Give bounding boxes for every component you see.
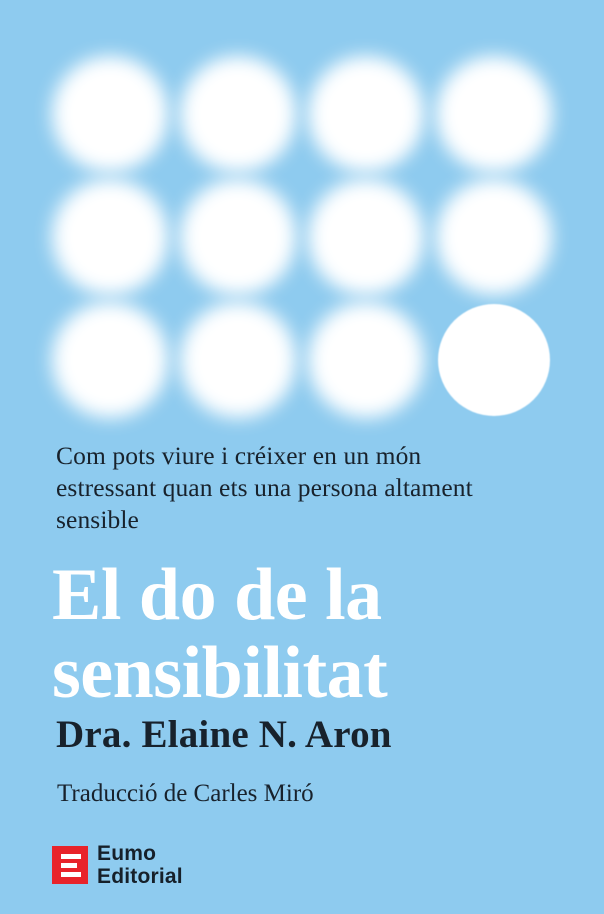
dot-r3-c2: [180, 302, 296, 418]
cover-subtitle: Com pots viure i créixer en un món estressant quan ets una persona altament sensible: [56, 441, 473, 534]
dot-r1-c3: [308, 56, 424, 172]
dot-r2-c1: [52, 179, 168, 295]
dot-r1-c1: [52, 56, 168, 172]
dot-r2-c3: [308, 179, 424, 295]
dot-r2-c4: [436, 179, 552, 295]
dot-r1-c2: [180, 56, 296, 172]
cover-title-line-1: El do de la: [52, 554, 382, 636]
blurred-dot-grid: [52, 56, 550, 416]
dot-r3-c3: [308, 302, 424, 418]
dot-r1-c4: [436, 56, 552, 172]
cover-title-line-2: sensibilitat: [52, 632, 388, 714]
dot-r2-c2: [180, 179, 296, 295]
publisher-name-block: [97, 842, 183, 888]
dot-r3-c1: [52, 302, 168, 418]
publisher-logo: [52, 842, 183, 888]
cover-translator: Traducció de Carles Miró: [57, 780, 314, 807]
dot-r3-c4-focused: [438, 304, 550, 416]
publisher-e-mark-icon: [52, 846, 88, 884]
publisher-name: Eumo: [97, 842, 157, 865]
publisher-qualifier: Editorial: [97, 865, 183, 888]
cover-title: [52, 556, 572, 712]
cover-author: Dra. Elaine N. Aron: [56, 713, 392, 756]
